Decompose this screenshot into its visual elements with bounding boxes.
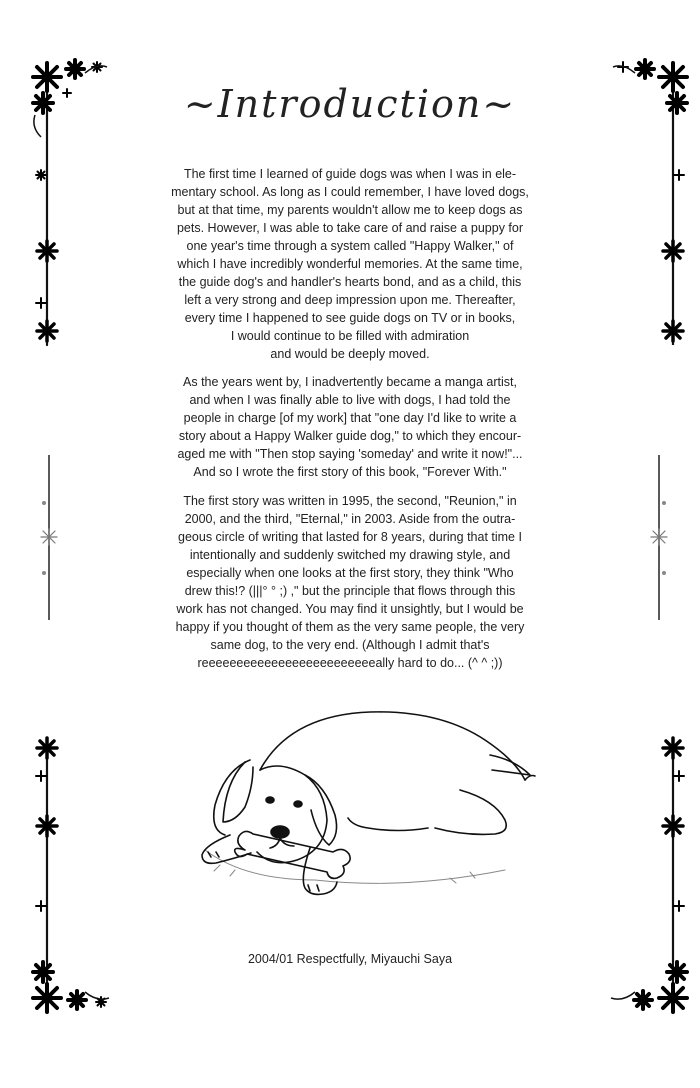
text-line: one year's time through a system called "Happy Walker," of: [186, 239, 514, 253]
signature-line: 2004/01 Respectfully, Miyauchi Saya: [247, 952, 453, 966]
text-line: aged me with "Then stop saying 'someday' and write it now!"...: [177, 447, 523, 461]
text-line: The first time I learned of guide dogs was when I was in ele-: [183, 167, 517, 181]
text-line: left a very strong and deep impression upon me. Thereafter,: [184, 293, 516, 307]
text-line: story about a Happy Walker guide dog," to which they encour-: [178, 429, 522, 443]
text-line: The first story was written in 1995, the second, "Reunion," in: [183, 494, 517, 508]
intro-paragraph-1: [150, 165, 550, 363]
page-title: ~Introduction~: [183, 82, 517, 126]
text-line: which I have incredibly wonderful memories. At the same time,: [177, 257, 523, 271]
text-line: geous circle of writing that lasted for 8 years, during that time I: [178, 530, 522, 544]
text-line: pets. However, I was able to take care of and raise a puppy for: [176, 221, 524, 235]
intro-paragraph-3: [150, 492, 550, 672]
text-line: every time I happened to see guide dogs on TV or in books,: [184, 311, 516, 325]
text-line: and when I was finally able to live with dogs, I had told the: [189, 393, 511, 407]
text-line: As the years went by, I inadvertently became a manga artist,: [183, 375, 517, 389]
text-line: work has not changed. You may find it unsightly, but I would be: [176, 602, 524, 616]
text-line: And so I wrote the first story of this book, "Forever With.": [193, 465, 507, 479]
text-line: especially when one looks at the first story, they think "Who: [186, 566, 514, 580]
text-line: drew this!? (|||° ° ;) ," but the principle that flows through this: [184, 584, 516, 598]
side-ornament-left: [34, 455, 64, 625]
text-line: mentary school. As long as I could remember, I have loved dogs,: [171, 185, 529, 199]
intro-paragraph-2: [150, 373, 550, 481]
text-line: people in charge [of my work] that "one day I'd like to write a: [183, 411, 517, 425]
text-line: happy if you thought of them as the very same people, the very: [175, 620, 525, 634]
side-ornament-right: [644, 455, 674, 625]
corner-ornament-bottom-right: [575, 730, 695, 1030]
text-line: but at that time, my parents wouldn't allow me to keep dogs as: [177, 203, 523, 217]
text-line: I would continue to be filled with admiration: [230, 329, 470, 343]
corner-ornament-bottom-left: [25, 730, 145, 1030]
text-line: the guide dog's and handler's hearts bond, and as a child, this: [178, 275, 522, 289]
text-line: intentionally and suddenly switched my drawing style, and: [189, 548, 511, 562]
text-line: same dog, to the very end. (Although I admit that's: [210, 638, 490, 652]
text-line: and would be deeply moved.: [270, 347, 430, 361]
text-line: 2000, and the third, "Eternal," in 2003. Aside from the outra-: [184, 512, 516, 526]
puppy-illustration: [190, 700, 540, 920]
text-line: reeeeeeeeeeeeeeeeeeeeeeeeeally hard to do... (^ ^ ;)): [197, 656, 503, 670]
